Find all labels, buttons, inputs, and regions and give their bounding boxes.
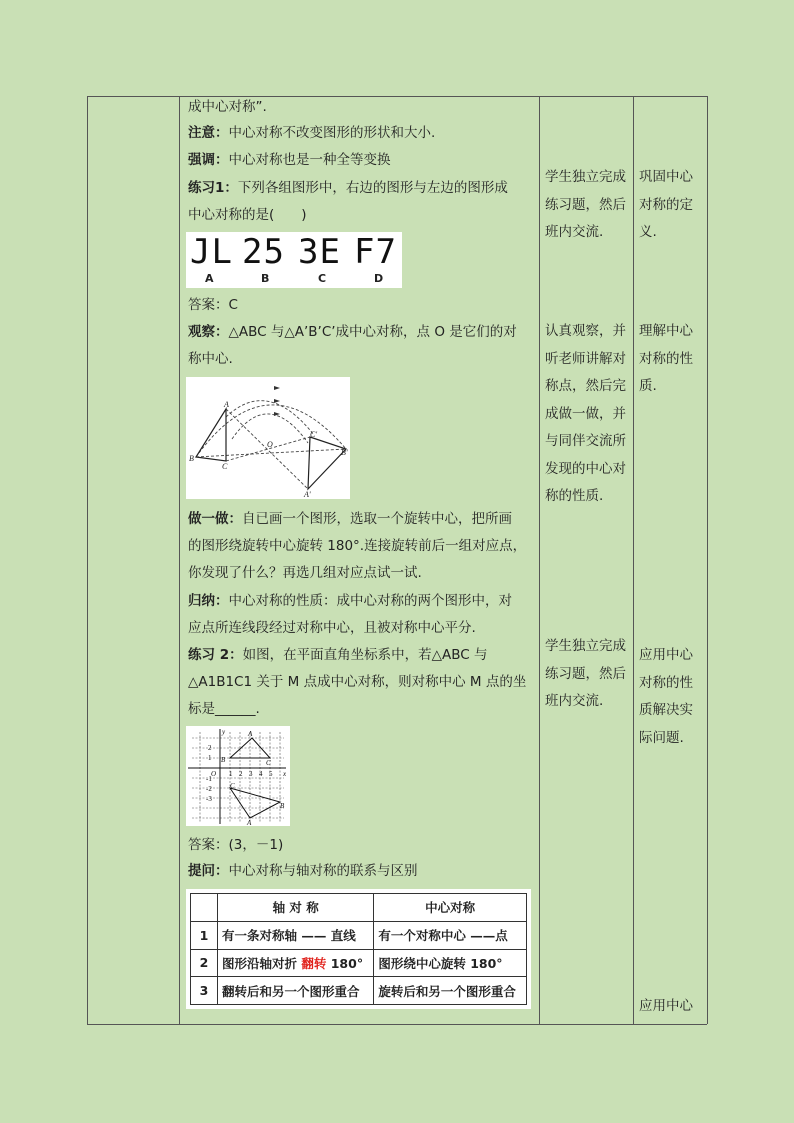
table-top-border	[87, 96, 707, 97]
table-cell: 旋转后和另一个图形重合	[374, 977, 527, 1005]
table-header-cell: 中心对称	[374, 894, 527, 922]
coordinate-figure	[186, 726, 290, 826]
label-C: C	[266, 759, 271, 767]
summary-text: 中心对称的性质：成中心对称的两个图形中，对	[228, 593, 512, 609]
summary-line	[188, 592, 512, 610]
tick-y2: 2	[208, 744, 212, 752]
exercise1-line	[188, 179, 508, 197]
label-x: x	[283, 770, 287, 778]
emphasis-label: 强调：	[188, 152, 229, 168]
label-C: C	[222, 462, 228, 471]
rotation-diagram	[186, 377, 350, 499]
student-activity-1: 学生独立完成练习题，然后班内交流.	[545, 169, 626, 240]
label-O: O	[267, 440, 273, 449]
exercise1-text: 下列各组图形中，右边的图形与左边的图形成	[237, 180, 508, 196]
student-activity-3: 学生独立完成练习题，然后班内交流.	[545, 638, 626, 709]
text-line: 成中心对称”.	[188, 99, 267, 115]
table-col-divider	[179, 96, 180, 1024]
tick-ym1: -1	[206, 775, 212, 783]
label-A: A	[224, 400, 229, 409]
design-intent-2: 理解中心对称的性质.	[639, 323, 693, 394]
option-d-glyphs: F7	[354, 232, 397, 272]
exercise2-text-cont: 标是______.	[188, 701, 260, 717]
table-bottom-border	[87, 1024, 707, 1025]
tick-x4: 4	[259, 770, 263, 778]
arrow-icon	[274, 412, 280, 416]
design-intent-4: 应用中心	[639, 998, 693, 1014]
table-header-cell: 轴 对 称	[218, 894, 374, 922]
label-B: B	[189, 454, 194, 463]
tick-x3: 3	[249, 770, 253, 778]
rotation-figure	[186, 377, 350, 499]
option-a-glyphs: JL	[190, 232, 233, 272]
table-row	[191, 977, 527, 1005]
tick-ym3: -3	[206, 795, 212, 803]
observe-line	[188, 323, 517, 341]
note-label: 注意：	[188, 125, 229, 141]
coordinate-plane	[186, 726, 290, 826]
exercise1-figure	[186, 232, 402, 288]
observe-label: 观察：	[188, 324, 229, 340]
do-text-cont: 的图形绕旋转中心旋转 180°.连接旋转前后一组对应点，	[188, 538, 527, 554]
question-line	[188, 862, 418, 880]
table-cell: 有一条对称轴 —— 直线	[218, 921, 374, 949]
table-cell	[218, 949, 374, 977]
comparison-table	[190, 893, 527, 1005]
answer1: 答案：C	[188, 297, 238, 313]
table-col-divider	[539, 96, 540, 1024]
question-label: 提问：	[188, 863, 229, 879]
do-text-cont: 你发现了什么？再选几组对应点试一试.	[188, 565, 422, 581]
table-cell: 有一个对称中心 ——点	[374, 921, 527, 949]
arc-inner	[232, 414, 308, 443]
arc-outer	[196, 405, 346, 457]
option-b-label: B	[261, 272, 270, 285]
question-text: 中心对称与轴对称的联系与区别	[228, 863, 418, 879]
exercise1-text-cont: 中心对称的是( )	[188, 207, 307, 223]
option-b-glyphs: 25	[242, 232, 285, 272]
exercise2-line	[188, 646, 487, 664]
do-line	[188, 510, 512, 528]
label-A1: A	[247, 819, 252, 826]
label-A-prime: A'	[304, 490, 311, 499]
note-text: 中心对称不改变图形的形状和大小.	[228, 125, 436, 141]
table-row	[191, 949, 527, 977]
do-text: 自已画一个图形，选取一个旋转中心，把所画	[242, 511, 512, 527]
note-line	[188, 124, 435, 142]
label-y: y	[222, 728, 226, 736]
tick-ym2: -2	[206, 785, 212, 793]
table-col-divider	[633, 96, 634, 1024]
label-B1: B	[280, 802, 285, 810]
exercise2-text-cont: △A1B1C1 关于 M 点成中心对称，则对称中心 M 点的坐	[188, 674, 527, 690]
tick-y1: 1	[208, 754, 212, 762]
label-B: B	[221, 756, 226, 764]
label-B-prime: B'	[341, 448, 348, 457]
triangle-abc	[196, 409, 226, 461]
table-cell: 1	[191, 921, 218, 949]
option-a-label: A	[205, 272, 214, 285]
student-activity-2: 认真观察，并听老师讲解对称点，然后完成做一做，并与同伴交流所发现的中心对称的性质.	[545, 323, 626, 504]
table-cell: 图形绕中心旋转 180°	[374, 949, 527, 977]
exercise1-label: 练习1：	[188, 180, 238, 196]
observe-text: △ABC 与△A’B’C’成中心对称，点 O 是它们的对	[228, 324, 517, 340]
table-header-cell	[191, 894, 218, 922]
summary-text-cont: 应点所连线段经过对称中心，且被对称中心平分.	[188, 620, 476, 636]
exercise2-label: 练习 2：	[188, 647, 243, 663]
emphasis-text: 中心对称也是一种全等变换	[228, 152, 391, 168]
table-header-row	[191, 894, 527, 922]
cell-text: 180°	[326, 955, 364, 971]
option-c-label: C	[318, 272, 327, 285]
table-right-border	[707, 96, 708, 1024]
option-c-glyphs: 3E	[298, 232, 341, 272]
triangle-a1b1c1	[230, 788, 280, 818]
summary-label: 归纳：	[188, 593, 229, 609]
table-row	[191, 921, 527, 949]
tick-x2: 2	[239, 770, 243, 778]
arrow-icon	[274, 386, 280, 390]
label-C1: C	[230, 782, 235, 790]
option-d-label: D	[374, 272, 384, 285]
cell-red-text: 翻转	[301, 955, 327, 971]
triangle-abc-prime	[308, 437, 346, 489]
emphasis-line	[188, 151, 391, 169]
exercise2-text: 如图，在平面直角坐标系中，若△ABC 与	[242, 647, 488, 663]
tick-x1: 1	[229, 770, 233, 778]
label-origin: O	[211, 770, 217, 778]
arrow-icon	[274, 399, 280, 403]
answer2: 答案：(3，－1)	[188, 837, 284, 853]
tick-x5: 5	[269, 770, 273, 778]
table-left-border	[87, 96, 88, 1024]
table-cell: 2	[191, 949, 218, 977]
table-cell: 翻转后和另一个图形重合	[218, 977, 374, 1005]
table-cell: 3	[191, 977, 218, 1005]
design-intent-3: 应用中心对称的性质解决实际问题.	[639, 647, 693, 746]
observe-text-cont: 称中心.	[188, 351, 233, 367]
label-A: A	[248, 730, 253, 738]
comparison-table-figure	[186, 889, 531, 1009]
cell-text: 图形沿轴对折	[222, 955, 302, 971]
label-C-prime: C'	[310, 430, 318, 439]
design-intent-1: 巩固中心对称的定义.	[639, 169, 693, 240]
do-label: 做一做：	[188, 511, 242, 527]
